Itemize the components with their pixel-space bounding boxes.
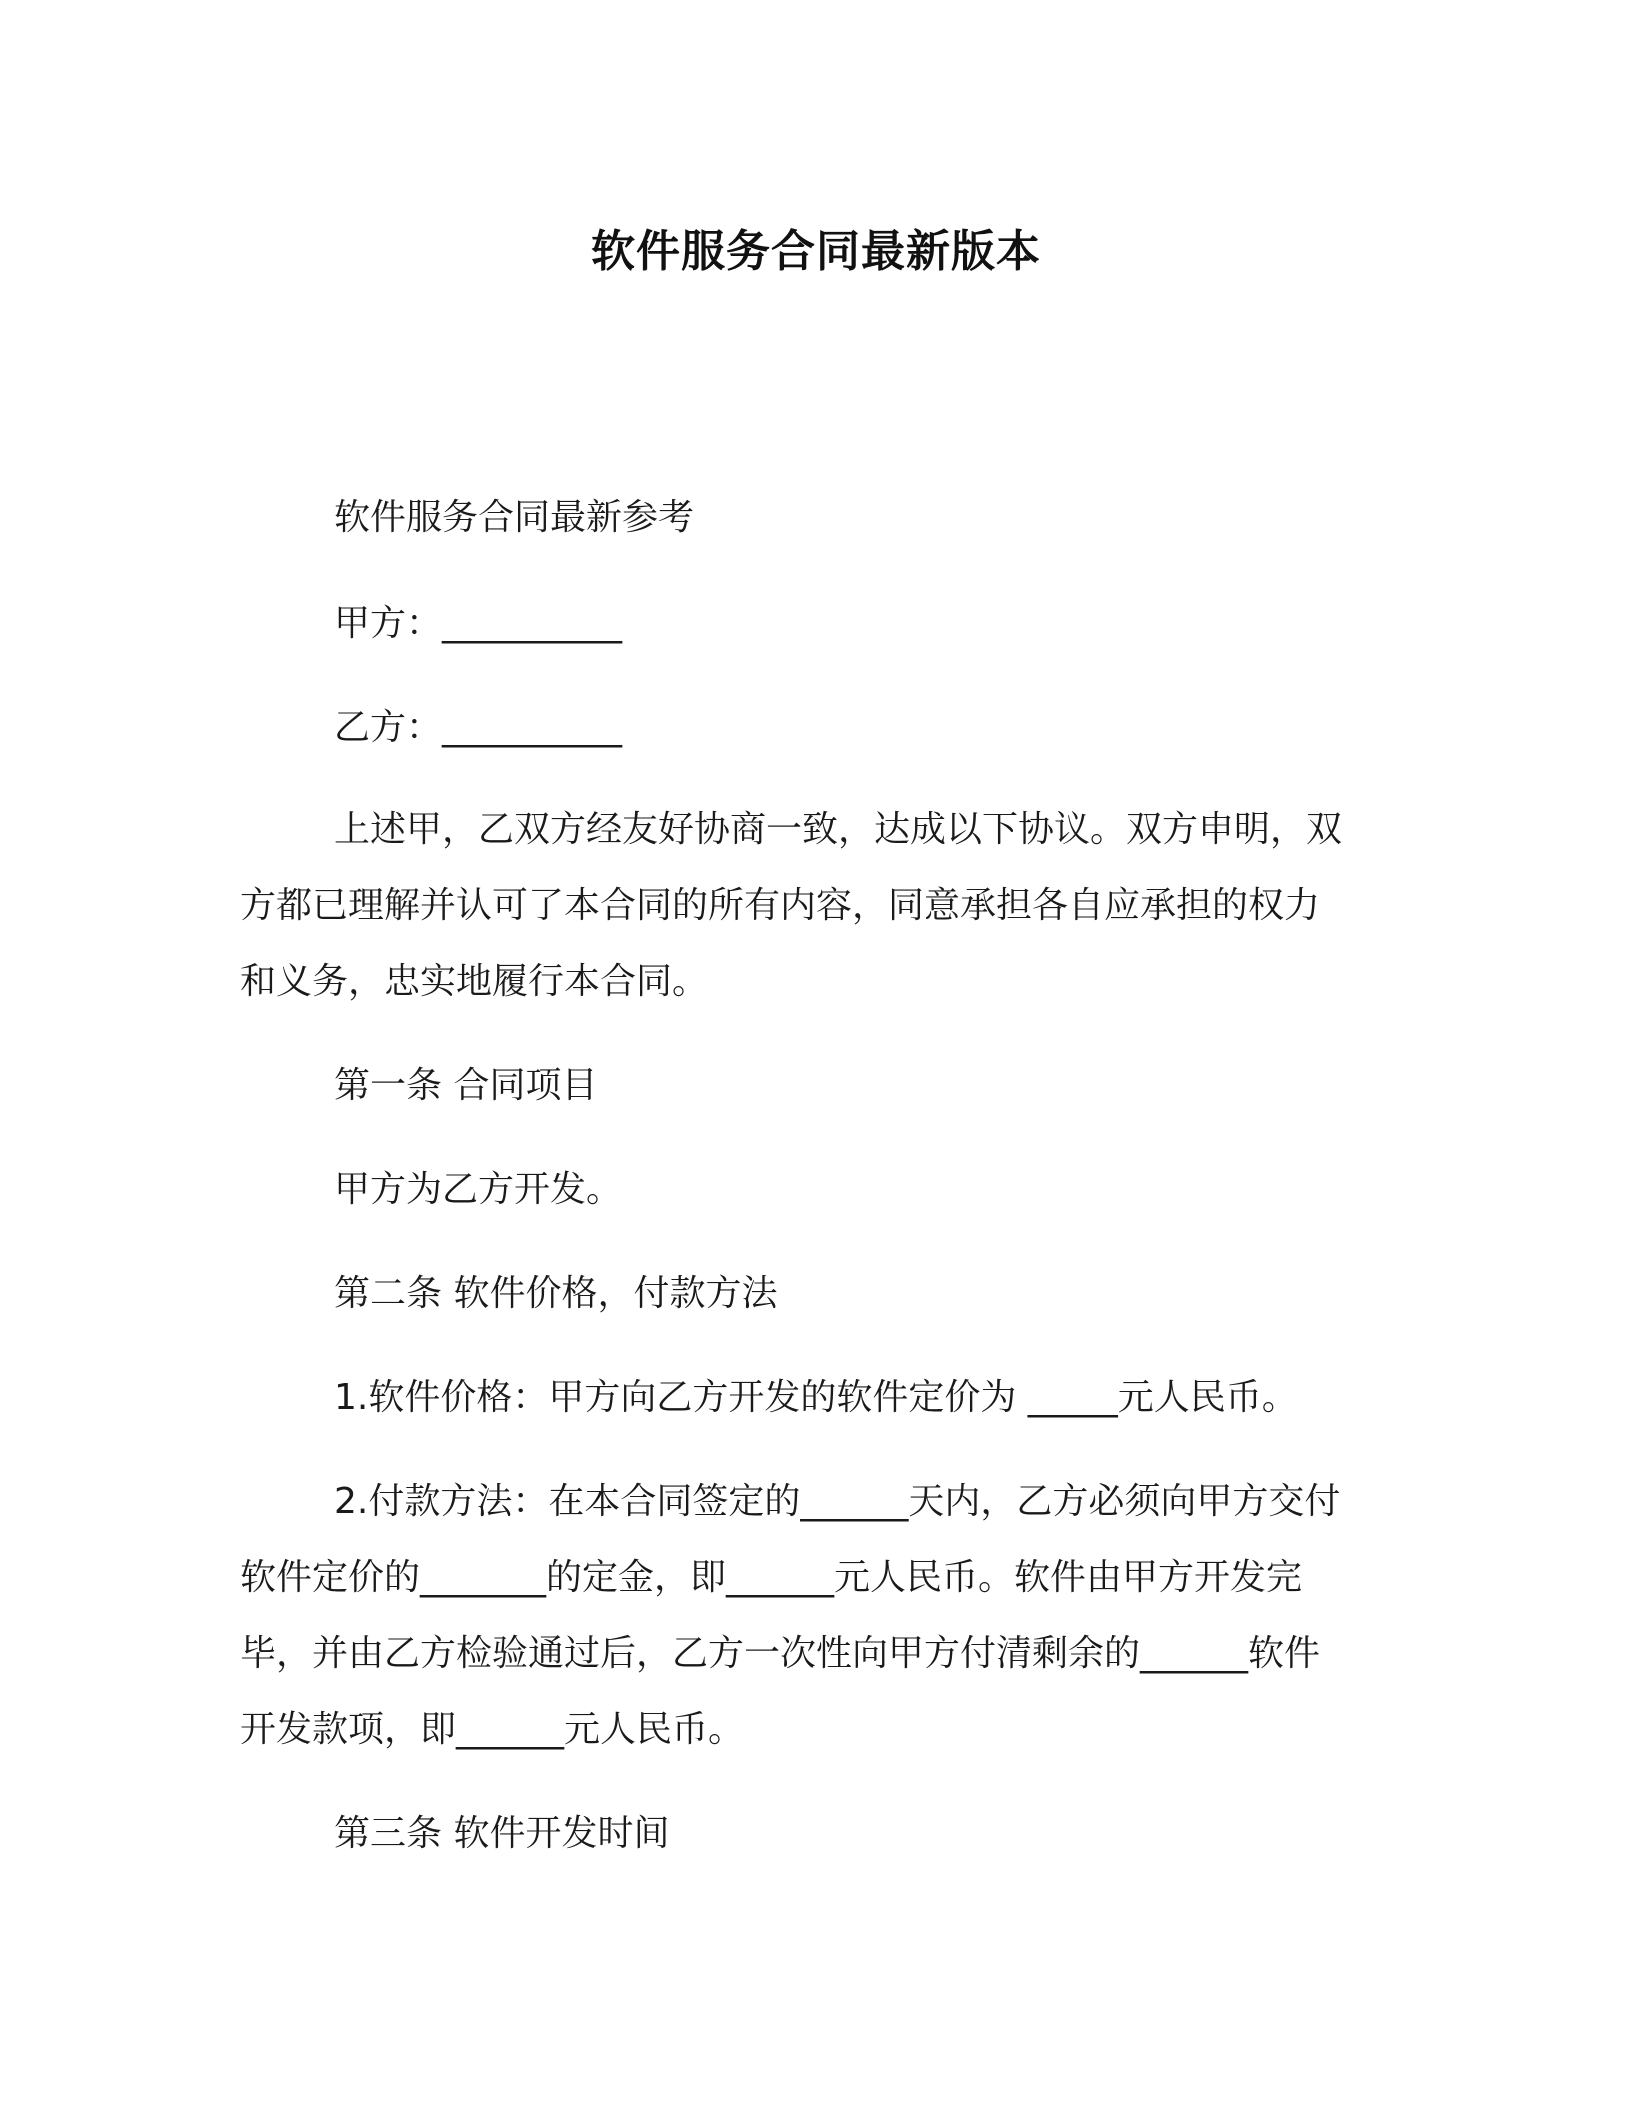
article-2-item-2-line-1: 2.付款方法：在本合同签定的______天内，乙方必须向甲方交付 [334,1481,1341,1522]
article-2-item-2-line-4: 开发款项，即______元人民币。 [240,1709,745,1750]
party-b-line: 乙方：__________ [334,707,623,748]
article-2-heading: 第二条 软件价格，付款方法 [334,1273,778,1314]
party-a-line: 甲方：__________ [334,603,623,644]
preamble-line-2: 方都已理解并认可了本合同的所有内容，同意承担各自应承担的权力 [240,885,1321,926]
preamble-line-1: 上述甲，乙双方经友好协商一致，达成以下协议。双方申明，双 [334,809,1343,850]
article-2-item-1: 1.软件价格：甲方向乙方开发的软件定价为 _____元人民币。 [334,1377,1298,1418]
article-1-heading: 第一条 合同项目 [334,1065,598,1106]
preamble-line-3: 和义务，忠实地履行本合同。 [240,961,709,1002]
article-1-body: 甲方为乙方开发。 [334,1169,623,1210]
article-3-heading: 第三条 软件开发时间 [334,1813,670,1854]
document-title: 软件服务合同最新版本 [591,226,1041,277]
document-subtitle: 软件服务合同最新参考 [334,497,695,538]
article-2-item-2-line-2: 软件定价的_______的定金，即______元人民币。软件由甲方开发完 [240,1557,1303,1598]
article-2-item-2-line-3: 毕，并由乙方检验通过后，乙方一次性向甲方付清剩余的______软件 [240,1633,1321,1674]
